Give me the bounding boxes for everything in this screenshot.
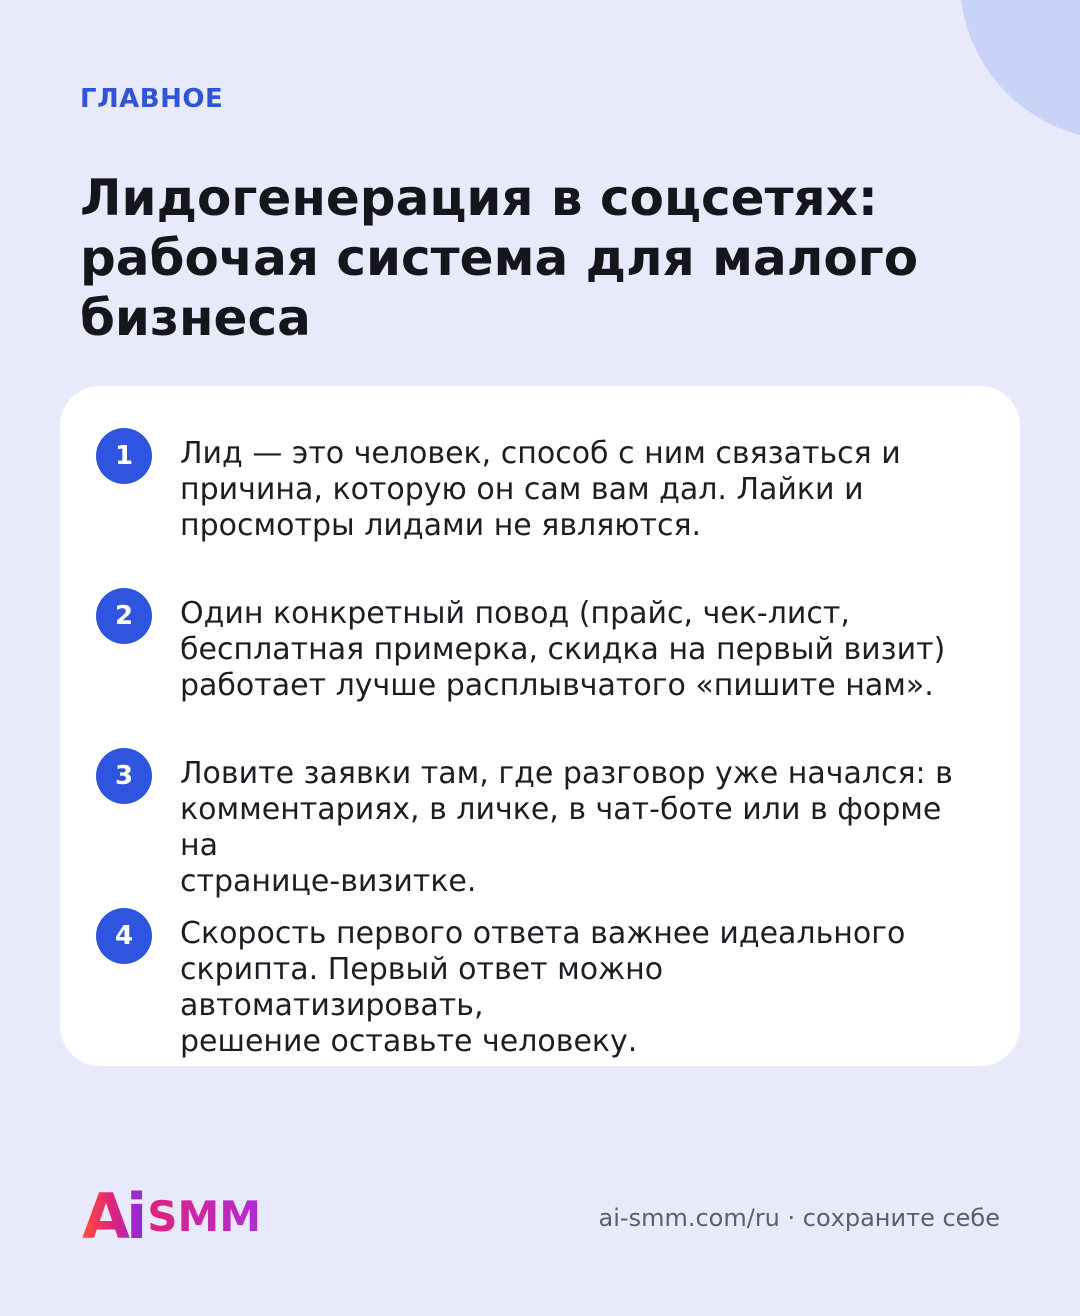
item-number-badge: 2 (96, 588, 152, 644)
logo-smm-wordmark: SMM (147, 1192, 262, 1241)
item-text: Скорость первого ответа важнее идеального скрипта. Первый ответ можно автоматизировать, решение оставьте человеку. (180, 916, 906, 1059)
key-points-card (60, 386, 1020, 1066)
logo-ai-mark: Ai (82, 1180, 144, 1253)
section-kicker: ГЛАВНОЕ (80, 84, 224, 114)
item-text: Ловите заявки там, где разговор уже начался: в комментариях, в личке, в чат-боте или в форме на странице-визитке. (180, 756, 953, 899)
footer-site-note: ai-smm.com/ru · сохраните себе (598, 1204, 1000, 1232)
decorative-corner-circle (960, 0, 1080, 140)
page-title: Лидогенерация в соцсетях: рабочая система для малого бизнеса (80, 169, 919, 347)
item-text: Лид — это человек, способ с ним связаться и причина, которую он сам вам дал. Лайки и просмотры лидами не являются. (180, 436, 901, 543)
item-number-badge: 4 (96, 908, 152, 964)
item-text: Один конкретный повод (прайс, чек-лист, бесплатная примерка, скидка на первый визит) работает лучше расплывчатого «пишите нам». (180, 596, 946, 703)
item-number-badge: 3 (96, 748, 152, 804)
item-number-badge: 1 (96, 428, 152, 484)
brand-logo (82, 1180, 262, 1253)
